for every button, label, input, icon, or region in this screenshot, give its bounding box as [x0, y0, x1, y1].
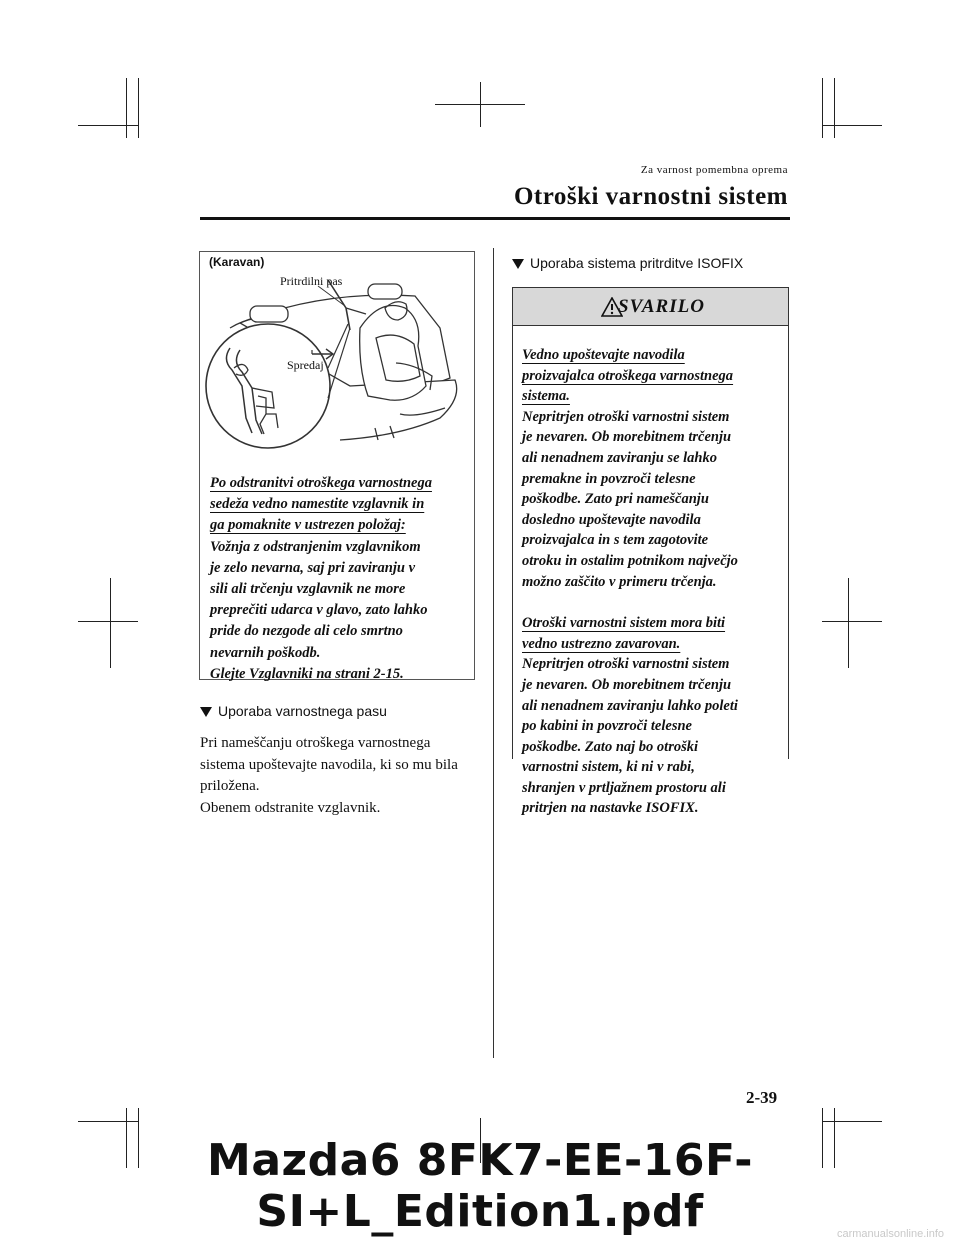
belt-section-heading [200, 703, 387, 719]
svarilo-title: SVARILO [618, 296, 705, 317]
svarilo-line: pritrjen na nastavke ISOFIX. [522, 800, 699, 817]
svarilo-line: poškodbe. Zato naj bo otroški [522, 738, 699, 755]
svarilo-line: ali nenadnem zaviranju se lahko [522, 449, 717, 466]
warning-line: sili ali trčenju vzglavnik ne more [210, 581, 406, 598]
svarilo-text [522, 345, 784, 819]
isofix-section-heading-text: Uporaba sistema pritrditve ISOFIX [530, 255, 744, 271]
svarilo-emphasis-line: Vedno upoštevajte navodila [522, 347, 685, 363]
body-line: Obenem odstranite vzglavnik. [200, 799, 381, 816]
warning-emphasis-line: sedeža vedno namestite vzglavnik in [210, 496, 425, 513]
svarilo-header [512, 287, 789, 326]
warning-emphasis-line: ga pomaknite v ustrezen položaj: [210, 517, 406, 534]
body-line: Pri nameščanju otroškega varnostnega [200, 735, 431, 751]
warning-line: Vožnja z odstranjenim vzglavnikom [210, 538, 421, 555]
svarilo-line: premakne in povzroči telesne [522, 470, 696, 487]
body-line: sistema upoštevajte navodila, ki so mu bila [200, 756, 458, 773]
page-number: 2-39 [746, 1088, 778, 1107]
svarilo-emphasis-line: proizvajalca otroškega varnostnega [522, 367, 734, 384]
header-rule [200, 217, 790, 220]
svarilo-line: ali nenadnem zaviranju lahko poleti [522, 697, 738, 714]
body-line: priložena. [200, 778, 260, 794]
section-marker-icon [200, 707, 212, 717]
rear-seat-child-seat-illustration [200, 268, 472, 463]
svarilo-line: je nevaren. Ob morebitnem trčenju [522, 429, 732, 446]
svarilo-line: proizvajalca in s tem zagotovite [522, 532, 709, 549]
figure-variant-label: (Karavan) [209, 255, 265, 269]
svarilo-line: varnostni sistem, ki ni v rabi, [522, 759, 695, 776]
footer-filename: Mazda6 8FK7-EE-16F-SI+L_Edition1.pdf [207, 1135, 753, 1237]
column-divider [493, 248, 494, 1058]
svarilo-line: Nepritrjen otroški varnostni sistem [522, 656, 730, 673]
paragraph-gap [522, 592, 784, 613]
warning-emphasis-line: Po odstranitvi otroškega varnostnega [210, 475, 432, 491]
svarilo-emphasis-line: vedno ustrezno zavarovan. [522, 635, 681, 652]
svarilo-line: dosledno upoštevajte navodila [522, 511, 701, 528]
warning-line: pride do nezgode ali celo smrtno [210, 623, 403, 640]
svarilo-emphasis-line: Otroški varnostni sistem mora biti [522, 615, 726, 632]
svarilo-emphasis-line: sistema. [522, 388, 570, 405]
belt-section-body [200, 733, 475, 819]
callout-front: Spredaj [287, 358, 324, 372]
belt-section-heading-text: Uporaba varnostnega pasu [218, 703, 387, 719]
running-header-section: Za varnost pomembna oprema [640, 164, 788, 176]
svarilo-line: poškodbe. Zato pri nameščanju [522, 491, 709, 508]
section-marker-icon [512, 259, 524, 269]
headrest-warning-text [210, 473, 472, 685]
svarilo-line: je nevaren. Ob morebitnem trčenju [522, 676, 732, 693]
warning-line: nevarnih poškodb. [210, 644, 321, 661]
callout-tether: Pritrdilni pas [280, 274, 343, 288]
isofix-section-heading [512, 255, 743, 271]
svarilo-line: otroku in ostalim potnikom največjo [522, 552, 738, 569]
svarilo-line: po kabini in povzroči telesne [522, 718, 692, 735]
svarilo-line: Nepritrjen otroški varnostni sistem [522, 408, 730, 425]
warning-line: je zelo nevarna, saj pri zaviranju v [210, 559, 416, 576]
warning-cross-reference: Glejte Vzglavniki na strani 2-15. [210, 665, 404, 682]
watermark: carmanualsonline.info [836, 1228, 944, 1240]
svarilo-line: shranjen v prtljažnem prostoru ali [522, 779, 726, 796]
page-title: Otroški varnostni sistem [513, 183, 788, 210]
svarilo-line: možno zaščito v primeru trčenja. [522, 573, 717, 590]
warning-line: preprečiti udarca v glavo, zato lahko [210, 602, 428, 619]
